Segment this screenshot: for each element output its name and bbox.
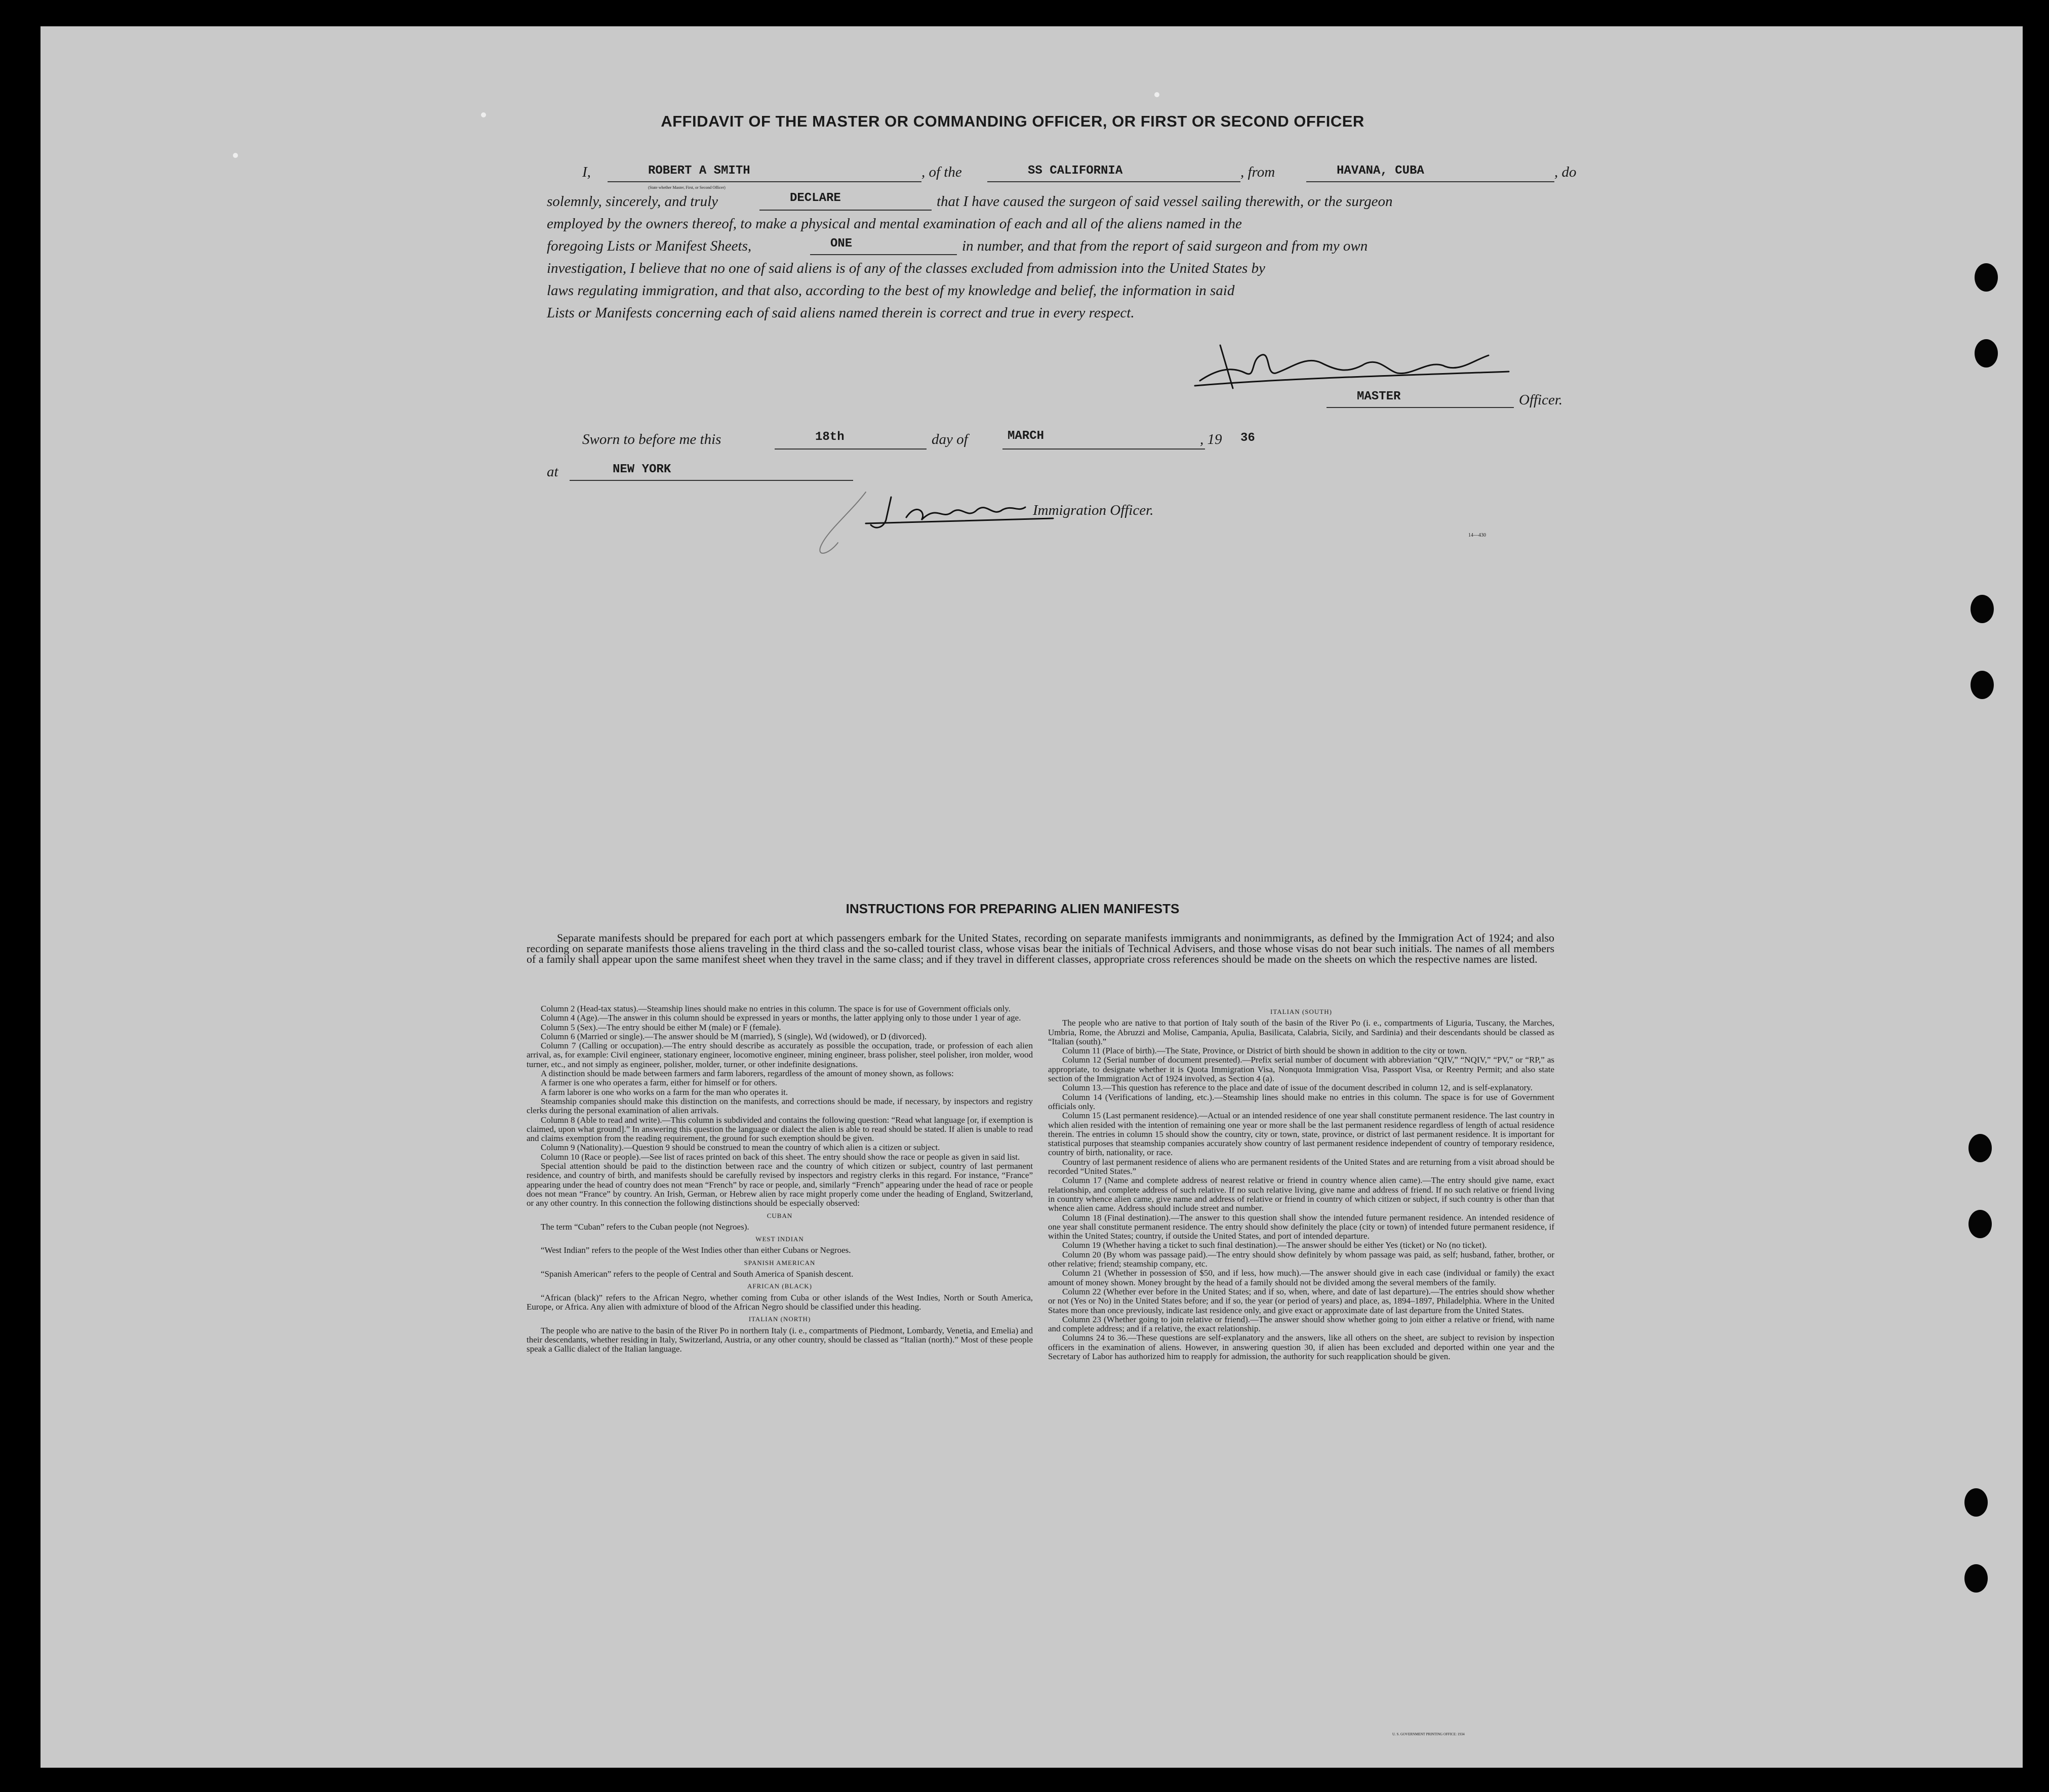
instruction-paragraph: The people who are native to that portion of Italy south of the basin of the River Po (i. e., compartments of Liguria, Tuscany, the Marches, Umbria, Rome, the Abruzzi and Molise, Campania, Apulia, Basilicata, Calabria, Sicily, and Sardinia) and their descendants should be classed as “Italian (south).” (1048, 1018, 1554, 1046)
paper-speck (1154, 92, 1159, 97)
sworn-year: 36 (1240, 431, 1255, 445)
vessel-name: SS CALIFORNIA (1028, 164, 1123, 178)
section-heading: CUBAN (767, 1211, 793, 1219)
state-note: (State whether Master, First, or Second Officer) (648, 185, 726, 190)
line3: employed by the owners thereof, to make a physical and mental examination of each and all of the aliens named in the (547, 216, 1242, 232)
instruction-paragraph: Column 14 (Verifications of landing, etc.).—Steamship lines should make no entries in this column. The space is for use of Government officials only. (1048, 1092, 1554, 1111)
instruction-paragraph: The term “Cuban” refers to the Cuban people (not Negroes). (541, 1221, 749, 1232)
section-heading: AFRICAN (BLACK) (747, 1282, 813, 1290)
form-number: 14—430 (1468, 533, 1486, 538)
instruction-paragraph: Country of last permanent residence of aliens who are permanent residents of the United States and are returning from a visit abroad should be recorded “United States.” (1048, 1157, 1554, 1176)
line2-post: that I have caused the surgeon of said vessel sailing therewith, or the surgeon (937, 193, 1393, 210)
instruction-paragraph: Special attention should be paid to the distinction between race and the country of which citizen or subject, country of last permanent residence, and country of birth, and manifests should be carefully revised by inspectors and registry clerks in this regard. For instance, “France” appearing under the head of country does not mean “French” by race or people, and, similarly “French” appearing under the head of race or people does not mean “France” by country. An Irish, German, or Hebrew alien by race might properly come under the heading of England, Switzerland, or any other country. In this connection the following distinctions should be especially observed: (527, 1161, 1033, 1208)
line7: Lists or Manifests concerning each of said aliens named therein is correct and true in every respect. (547, 305, 1135, 321)
immigration-officer-signature (790, 482, 1073, 568)
at-label: at (547, 464, 558, 480)
of-the-label: , of the (921, 164, 962, 180)
sworn-label: Sworn to before me this (582, 431, 721, 447)
section-heading: ITALIAN (NORTH) (748, 1315, 811, 1323)
instructions-intro: Separate manifests should be prepared for each port at which passengers embark for the United States, recording on separate manifests immigrants and nonimmigrants, as defined by the Immigration Act of 1924; and also recording on separate manifests those aliens traveling in the third class and the so-called tourist class, whose visas bear the initials of Technical Advisers, and those whose visas do not bear such initials. The names of all members of a family shall appear upon the same manifest sheet when they travel in the same class; and if they travel in different classes, appropriate cross references should be made on the sheets on which the respective names are listed. (527, 931, 1554, 965)
immigration-officer-label: Immigration Officer. (1033, 502, 1154, 518)
instruction-paragraph: Column 6 (Married or single).—The answer should be M (married), S (single), Wd (widowed), or D (divorced). (541, 1031, 927, 1041)
port-name: HAVANA, CUBA (1337, 164, 1424, 178)
punch-hole (1968, 1210, 1992, 1238)
instruction-paragraph: Column 21 (Whether in possession of $50, and if less, how much).—The answer should give in each case (individual or family) the exact amount of money shown. Money brought by the head of a family should not be divided among the several members of the family. (1048, 1268, 1554, 1287)
instruction-paragraph: Column 13.—This question has reference to the place and date of issue of the document described in column 12, and is self-explanatory. (1062, 1083, 1533, 1093)
instruction-paragraph: Column 8 (Able to read and write).—This column is subdivided and contains the following question: “Read what language [or, if exemption is claimed, upon what ground].” In answering this question the language or dialect the alien is able to read should be stated. If alien is unable to read and claims exemption from the reading requirement, the ground for such exemption should be given. (527, 1115, 1033, 1144)
instruction-paragraph: Column 23 (Whether going to join relative or friend).—The answer should show whether going to join either a relative or friend, with name and complete address; and if a relative, the exact relationship. (1048, 1314, 1554, 1334)
line5: investigation, I believe that no one of said aliens is of any of the classes excluded from admission into the United States by (547, 260, 1265, 276)
month-line (1002, 449, 1205, 450)
instruction-paragraph: Column 2 (Head-tax status).—Steamship lines should make no entries in this column. The space is for use of Government officials only. (541, 1004, 1011, 1013)
instruction-paragraph: Column 5 (Sex).—The entry should be either M (male) or F (female). (541, 1022, 781, 1032)
do-label: , do (1554, 164, 1577, 180)
from-label: , from (1240, 164, 1275, 180)
manifest-sheet (41, 26, 2023, 1768)
punch-hole (1971, 671, 1994, 699)
instruction-paragraph: “West Indian” refers to the people of the West Indies other than either Cubans or Negroes. (541, 1245, 851, 1255)
punch-hole (1975, 263, 1998, 292)
vessel-line (987, 181, 1240, 182)
year-prefix: , 19 (1200, 431, 1222, 447)
punch-hole (1964, 1488, 1988, 1517)
instruction-paragraph: Column 22 (Whether ever before in the United States; and if so, when, where, and date of last departure).—The entries should show whether or not (Yes or No) in the United States before; and if so, the year (or period of years) and place, as, 1894–1897, Philadelphia. Where in the United States more than once previously, indicate last residence only, and give exact or approximate date of last departure from the United States. (1048, 1286, 1554, 1315)
instruction-paragraph: “African (black)” refers to the African Negro, whether coming from Cuba or other islands of the West Indies, North or South America, Europe, or Africa. Any alien with admixture of blood of the African Negro should be classified under this heading. (527, 1292, 1033, 1312)
instruction-paragraph: A farmer is one who operates a farm, either for himself or for others. (541, 1078, 777, 1088)
port-line (1306, 181, 1554, 182)
instruction-paragraph: Column 10 (Race or people).—See list of races printed on back of this sheet. The entry should show the race or people as given in said list. (541, 1152, 1020, 1162)
punch-hole (1968, 1134, 1992, 1162)
punch-hole (1971, 595, 1994, 623)
declare-word: DECLARE (790, 191, 841, 205)
punch-hole (1975, 339, 1998, 368)
paper-speck (233, 153, 238, 158)
instruction-paragraph: Column 17 (Name and complete address of nearest relative or friend in country whence alien came).—The entry should give name, exact relationship, and complete address of such relative. If no such relative living, give name and address of friend. If no such relative or friend living in country whence alien came, give name and address of relative or friend in country of which citizen or subject, if such country is other than that whence alien came. Address should include street and number. (1048, 1175, 1554, 1213)
place-line (570, 480, 853, 481)
sworn-month: MARCH (1008, 429, 1044, 443)
printing-office-note: U. S. GOVERNMENT PRINTING OFFICE: 1934 (1392, 1732, 1465, 1736)
sworn-place: NEW YORK (613, 463, 671, 476)
line6: laws regulating immigration, and that also, according to the best of my knowledge and belief, the information in said (547, 282, 1235, 299)
section-heading: ITALIAN (SOUTH) (1270, 1008, 1332, 1015)
instruction-paragraph: Column 18 (Final destination).—The answer to this question shall show the intended future permanent residence. An intended residence of one year shall constitute permanent residence. The entry should show definitely the place (city or town) of intended future permanent residence, if within the United States; country, if outside the United States, and port of intended departure. (1048, 1212, 1554, 1241)
declare-line (759, 210, 932, 211)
instructions-right-column (1048, 1004, 1554, 1361)
day-line (775, 449, 927, 450)
affidavit-title: AFFIDAVIT OF THE MASTER OR COMMANDING OFFICER, OR FIRST OR SECOND OFFICER (661, 112, 1364, 130)
instruction-paragraph: Steamship companies should make this distinction on the manifests, and corrections should be made, if necessary, by inspectors and registry clerks during the personal examination of alien arrivals. (527, 1096, 1033, 1116)
instruction-paragraph: A farm laborer is one who works on a farm for the man who operates it. (541, 1087, 788, 1097)
line4-pre: foregoing Lists or Manifest Sheets, (547, 238, 752, 254)
officer-name: ROBERT A SMITH (648, 164, 750, 178)
instruction-paragraph: Column 7 (Calling or occupation).—The entry should describe as accurately as possible the occupation, trade, or profession of each alien arrival, as, for example: Civil engineer, stationary engineer, locomotive engineer, mining engineer, brass polisher, steel polisher, iron molder, wood turner, etc., and not simply as engineer, polisher, molder, turner, or other indefinite designations. (527, 1041, 1033, 1069)
instruction-paragraph: Column 9 (Nationality).—Question 9 should be construed to mean the country of which alien is a citizen or subject. (541, 1143, 940, 1153)
instruction-paragraph: “Spanish American” refers to the people of Central and South America of Spanish descent. (541, 1269, 854, 1279)
day-of-label: day of (932, 431, 968, 447)
instruction-paragraph: The people who are native to the basin of the River Po in northern Italy (i. e., compartments of Piedmont, Lombardy, Venetia, and Emelia) and their descendants, whether residing in Italy, Switzerland, Austria, or any other country, should be classed as “Italian (north).” Most of these people speak a Gallic dialect of the Italian language. (527, 1325, 1033, 1354)
name-line (608, 181, 921, 182)
section-heading: SPANISH AMERICAN (744, 1258, 816, 1267)
instruction-paragraph: Column 12 (Serial number of document presented).—Prefix serial number of document with abbreviation “QIV,” “NQIV,” “PV,” or “RP,” as appropriate, to designate whether it is Quota Immigration Visa, Nonquota Immigration Visa, Passport Visa, or Reentry Permit; and also state section of the Immigration Act of 1924 involved, as Section 4 (a). (1048, 1055, 1554, 1084)
count-line (810, 254, 957, 255)
section-heading: WEST INDIAN (755, 1235, 804, 1243)
instruction-paragraph: Column 11 (Place of birth).—The State, Province, or District of birth should be shown in addition to the city or town. (1062, 1046, 1467, 1056)
paper-speck (481, 112, 486, 117)
sworn-day: 18th (815, 430, 845, 444)
instructions-title: INSTRUCTIONS FOR PREPARING ALIEN MANIFESTS (846, 901, 1180, 916)
list-count: ONE (830, 237, 853, 251)
line4-post: in number, and that from the report of said surgeon and from my own (962, 238, 1368, 254)
instruction-paragraph: Column 20 (By whom was passage paid).—The entry should show definitely by whom passage was paid, as self; husband, father, brother, or other relative; friend; steamship company, etc. (1048, 1249, 1554, 1269)
instruction-paragraph: Column 19 (Whether having a ticket to such final destination).—The answer should be either Yes (ticket) or No (no ticket). (1062, 1240, 1487, 1250)
instructions-left-column (527, 1004, 1033, 1354)
rank-line (1327, 407, 1514, 408)
line2-pre: solemnly, sincerely, and truly (547, 193, 718, 210)
instruction-paragraph: Column 4 (Age).—The answer in this column should be expressed in years or months, the latter applying only to those under 1 year of age. (541, 1013, 1021, 1023)
officer-label: Officer. (1519, 392, 1563, 408)
instruction-paragraph: A distinction should be made between farmers and farm laborers, regardless of the amount of money shown, as follows: (541, 1069, 954, 1079)
instruction-paragraph: Column 15 (Last permanent residence).—Actual or an intended residence of one year shall constitute permanent residence. The last country in which alien resided with the intention of remaining one year or more shall be the last permanent residence regardless of length of actual residence therein. The entries in column 15 should show the country, city or town, state, province, or district of last permanent residence. It is important for statistical purposes that steamship companies accurately show country of last permanent residence independent of country of temporary residence, country of birth, nationality, or race. (1048, 1111, 1554, 1158)
officer-rank: MASTER (1357, 390, 1401, 403)
affidavit-i: I, (582, 164, 591, 180)
instruction-paragraph: Columns 24 to 36.—These questions are self-explanatory and the answers, like all others on the sheet, are subject to revision by inspection officers in the examination of aliens. However, in answering question 30, if alien has been excluded and deported within one year and the Secretary of Labor has authorized him to reapply for admission, the authority for such reapplication should be given. (1048, 1333, 1554, 1361)
punch-hole (1964, 1564, 1988, 1593)
